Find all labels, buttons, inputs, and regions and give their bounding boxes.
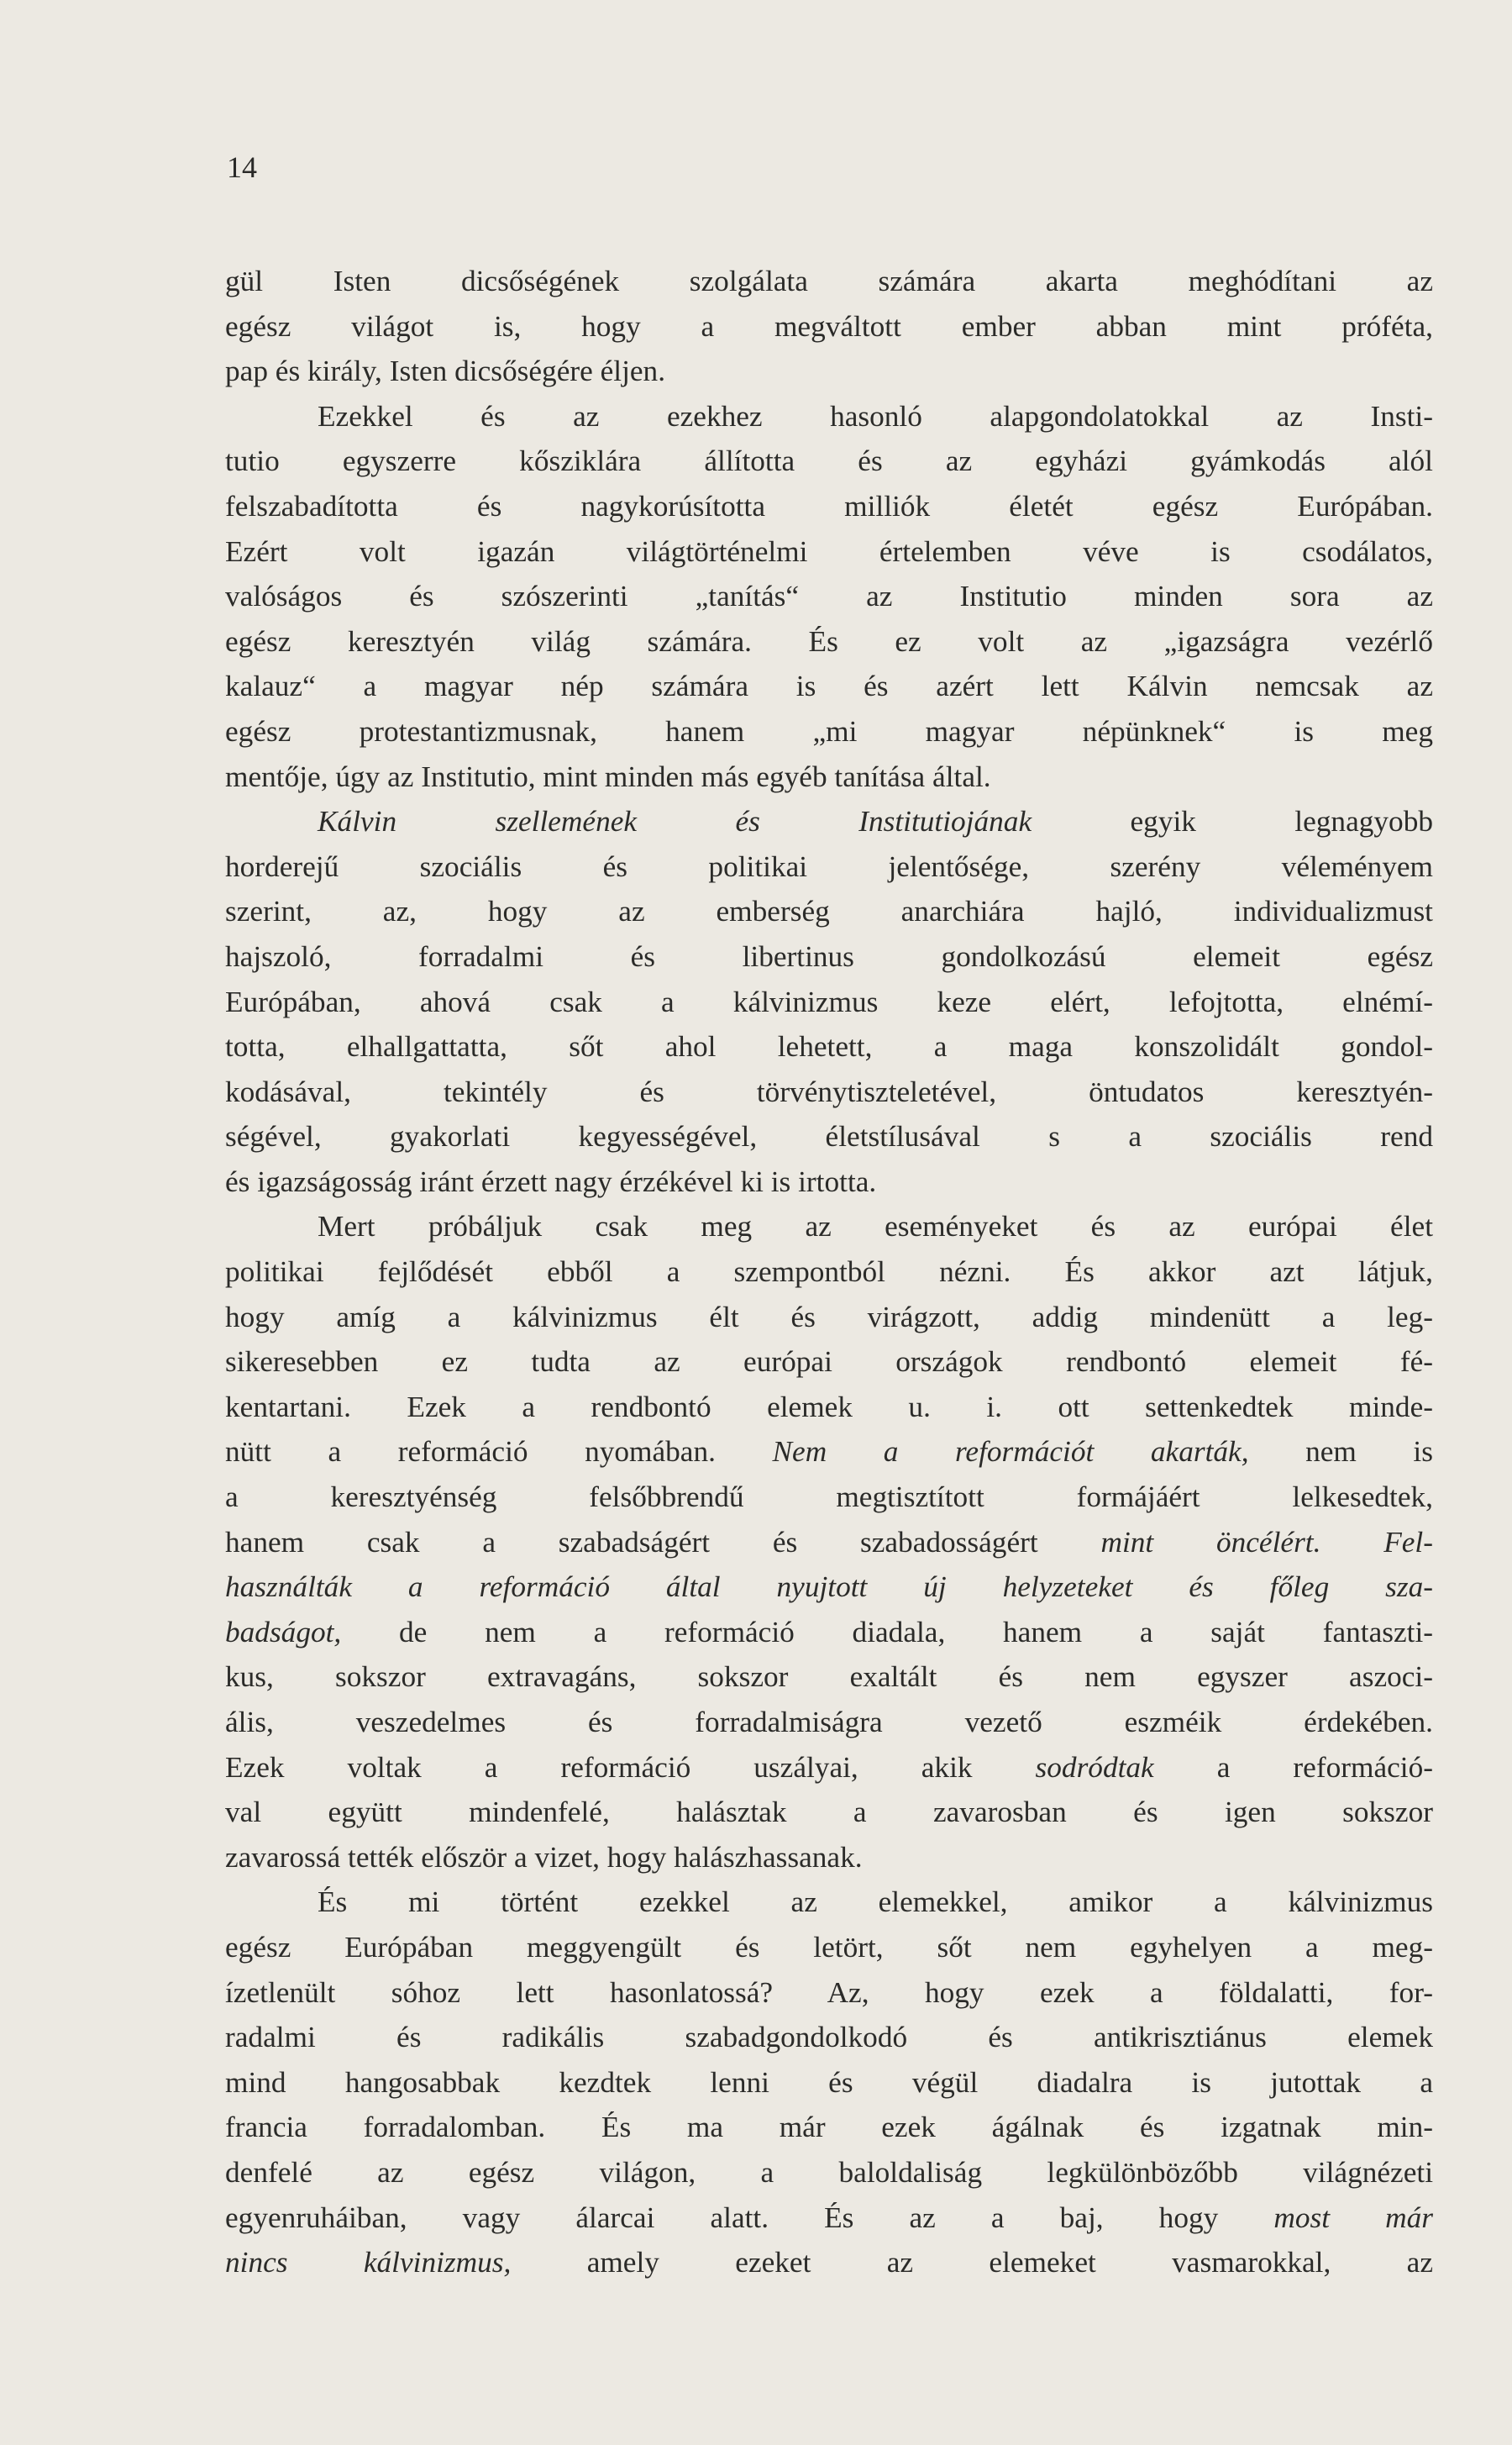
text-segment: zavarossá tették először a vizet, hogy halászhassanak.: [225, 1840, 863, 1874]
text-segment: kodásával, tekintély és törvénytiszteletével, öntudatos keresztyén-: [225, 1075, 1433, 1108]
text-segment: hajszoló, forradalmi és libertinus gondolkozású elemeit egész: [225, 939, 1433, 973]
text-segment: egész protestantizmusnak, hanem „mi magyar népünknek“ is meg: [225, 714, 1433, 748]
text-line: [225, 2195, 1433, 2241]
text-segment: kentartani. Ezek a rendbontó elemek u. i. ott settenkedtek minde-: [225, 1390, 1433, 1423]
text-line: [225, 1700, 1433, 1745]
text-segment: egyenruháiban, vagy álarcai alatt. És az a baj, hogy: [225, 2200, 1274, 2234]
text-segment: Európában, ahová csak a kálvinizmus keze elért, lefojtotta, elnémí-: [225, 985, 1433, 1018]
text-line: [225, 304, 1433, 350]
text-segment: francia forradalomban. És ma már ezek ágálnak és izgatnak min-: [225, 2111, 1433, 2144]
text-segment: politikai fejlődését ebből a szempontból nézni. És akkor azt látjuk,: [225, 1255, 1433, 1289]
text-line: [225, 1835, 1433, 1880]
italic-text: mint öncélért. Fel-: [1100, 1525, 1433, 1559]
italic-text: használták a reformáció által nyujtott új helyzeteket és főleg sza-: [225, 1570, 1433, 1604]
text-segment: a keresztyénség felsőbbrendű megtisztított formájáért lelkesedtek,: [225, 1480, 1433, 1514]
text-segment: és igazságosság iránt érzett nagy érzékével ki is irtotta.: [225, 1165, 877, 1198]
text-segment: egyik legnagyobb: [1032, 805, 1433, 839]
text-line: [225, 664, 1433, 709]
text-line: [225, 1610, 1433, 1655]
text-segment: hanem csak a szabadságért és szabadosságért: [225, 1525, 1101, 1559]
text-segment: nütt a reformáció nyomában.: [225, 1435, 773, 1469]
text-line: [225, 934, 1433, 980]
text-line: [225, 980, 1433, 1025]
italic-text: sodródtak: [1035, 1750, 1154, 1784]
text-line: [225, 1385, 1433, 1430]
text-segment: horderejű szociális és politikai jelentősége, szerény véleményem: [225, 849, 1433, 883]
text-line: [225, 394, 1433, 439]
text-segment: Ezért volt igazán világtörténelmi értelemben véve is csodálatos,: [225, 534, 1433, 568]
text-line: [225, 889, 1433, 934]
text-segment: kalauz“ a magyar nép számára is és azért lett Kálvin nemcsak az: [225, 670, 1433, 703]
text-segment: a reformáció-: [1153, 1750, 1433, 1784]
text-segment: radalmi és radikális szabadgondolkodó és antikrisztiánus elemek: [225, 2021, 1433, 2054]
text-line: [225, 1295, 1433, 1340]
text-line: [225, 2015, 1433, 2060]
text-segment: mentője, úgy az Institutio, mint minden más egyéb tanítása által.: [225, 760, 991, 793]
text-line: [225, 1070, 1433, 1115]
page-number: 14: [227, 150, 257, 184]
text-line: [225, 484, 1433, 529]
text-line: [225, 1339, 1433, 1385]
italic-text: most már: [1273, 2200, 1433, 2234]
text-line: [225, 2060, 1433, 2106]
text-segment: egész Európában meggyengült és letört, sőt nem egyhelyen a meg-: [225, 1930, 1433, 1964]
text-line: [225, 1880, 1433, 1925]
text-segment: kus, sokszor extravagáns, sokszor exaltált és nem egyszer aszoci-: [225, 1660, 1433, 1694]
text-line: [225, 619, 1433, 665]
text-line: [225, 2105, 1433, 2150]
text-line: [225, 1564, 1433, 1610]
text-line: [225, 349, 1433, 394]
text-line: [225, 1745, 1433, 1790]
text-line: [225, 259, 1433, 304]
text-segment: pap és király, Isten dicsőségére éljen.: [225, 355, 666, 388]
text-line: [225, 1654, 1433, 1700]
text-line: [225, 755, 1433, 800]
text-segment: Mert próbáljuk csak meg az eseményeket és az európai élet: [318, 1210, 1433, 1244]
text-line: [225, 2150, 1433, 2195]
text-line: [225, 2240, 1433, 2285]
text-line: [225, 709, 1433, 755]
text-segment: És mi történt ezekkel az elemekkel, amikor a kálvinizmus: [318, 1885, 1433, 1919]
text-line: [225, 1249, 1433, 1295]
text-segment: hogy amíg a kálvinizmus élt és virágzott, addig mindenütt a leg-: [225, 1300, 1433, 1333]
text-segment: felszabadította és nagykorúsította milliók életét egész Európában.: [225, 489, 1433, 523]
italic-text: badságot,: [225, 1615, 342, 1648]
text-line: [225, 439, 1433, 484]
text-segment: totta, elhallgattatta, sőt ahol lehetett, a maga konszolidált gondol-: [225, 1030, 1433, 1064]
text-line: [225, 1159, 1433, 1205]
italic-text: Nem a reformációt akarták,: [772, 1435, 1249, 1469]
text-segment: mind hangosabbak kezdtek lenni és végül diadalra is jutottak a: [225, 2065, 1433, 2099]
text-line: [225, 1429, 1433, 1475]
text-segment: sikeresebben ez tudta az európai országok rendbontó elemeit fé-: [225, 1345, 1433, 1379]
text-segment: gül Isten dicsőségének szolgálata számára akarta meghódítani az: [225, 265, 1433, 297]
text-line: [225, 1925, 1433, 1970]
text-segment: ízetlenült sóhoz lett hasonlatossá? Az, hogy ezek a földalatti, for-: [225, 1975, 1433, 2009]
text-line: [225, 799, 1433, 844]
text-line: [225, 1204, 1433, 1249]
text-line: [225, 1970, 1433, 2016]
text-line: [225, 529, 1433, 575]
italic-text: Kálvin szellemének és Institutiojának: [318, 805, 1032, 839]
text-segment: nem is: [1248, 1435, 1433, 1469]
text-segment: amely ezeket az elemeket vasmarokkal, az: [511, 2246, 1433, 2279]
text-line: [225, 1475, 1433, 1520]
text-line: [225, 1790, 1433, 1835]
text-line: [225, 574, 1433, 619]
italic-text: nincs kálvinizmus,: [225, 2246, 512, 2279]
text-segment: szerint, az, hogy az emberség anarchiára hajló, individualizmust: [225, 895, 1433, 928]
text-line: [225, 1520, 1433, 1565]
text-segment: denfelé az egész világon, a baloldaliság legkülönbözőbb világnézeti: [225, 2155, 1433, 2189]
text-segment: egész keresztyén világ számára. És ez volt az „igazságra vezérlő: [225, 624, 1433, 658]
body-text: [225, 259, 1433, 2285]
text-line: [225, 1024, 1433, 1070]
text-segment: Ezek voltak a reformáció uszályai, akik: [225, 1750, 1036, 1784]
text-segment: tutio egyszerre kősziklára állította és az egyházi gyámkodás alól: [225, 444, 1433, 478]
text-segment: valóságos és szószerinti „tanítás“ az Institutio minden sora az: [225, 580, 1433, 613]
text-segment: egész világot is, hogy a megváltott ember abban mint próféta,: [225, 309, 1433, 343]
text-line: [225, 1114, 1433, 1159]
text-segment: Ezekkel és az ezekhez hasonló alapgondolatokkal az Insti-: [318, 399, 1433, 433]
text-segment: ális, veszedelmes és forradalmiságra vezető eszméik érdekében.: [225, 1706, 1433, 1738]
text-segment: val együtt mindenfelé, halásztak a zavarosban és igen sokszor: [225, 1796, 1433, 1829]
text-segment: ségével, gyakorlati kegyességével, életstílusával s a szociális rend: [225, 1120, 1433, 1154]
text-line: [225, 844, 1433, 890]
text-segment: de nem a reformáció diadala, hanem a saját fantaszti-: [341, 1615, 1433, 1648]
